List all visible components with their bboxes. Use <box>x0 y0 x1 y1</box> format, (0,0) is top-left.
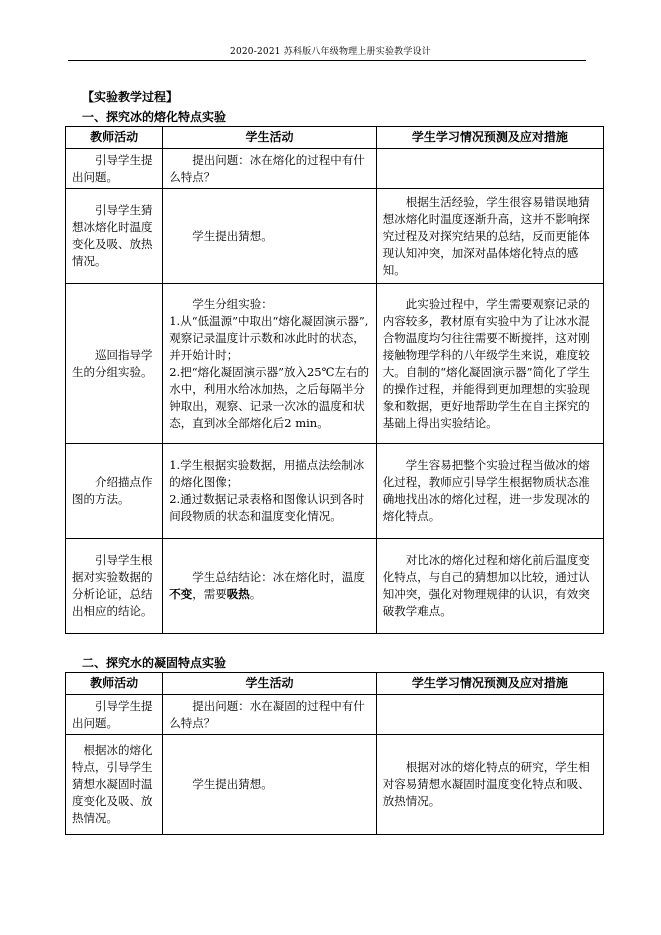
teacher-cell: 根据冰的熔化特点，引导学生猜想水凝固时温度变化及吸、放热情况。 <box>66 735 163 835</box>
col-teacher-activity: 教师活动 <box>66 127 163 149</box>
prediction-cell: 根据生活经验，学生很容易错误地猜想冰熔化时温度逐渐升高，这并不影响探究过程及对探究结果的总结，反而更能体现认知冲突，加深对晶体熔化特点的感知。 <box>376 189 603 284</box>
student-step-1: 1.从“低温源”中取出“熔化凝固演示器”,观察记录温度计示数和冰此时的状态，并开始计时； <box>169 313 369 362</box>
conclusion-text: ，需要 <box>192 587 227 601</box>
teacher-cell: 引导学生提出问题。 <box>66 695 163 735</box>
table-header-row <box>66 127 604 149</box>
section2-title: 二、探究水的凝固特点实验 <box>82 656 227 670</box>
student-cell: 提出问题：水在凝固的过程中有什么特点？ <box>163 695 377 735</box>
student-step-2: 2.把“熔化凝固演示器”放入25℃左右的水中，利用水给冰加热，之后每隔半分钟取出，观察、记录一次冰的温度和状态，直到冰全部熔化后2 min。 <box>169 364 369 430</box>
teacher-cell: 引导学生猜想冰熔化时温度变化及吸、放热情况。 <box>66 189 163 284</box>
col-teacher-activity: 教师活动 <box>66 673 163 695</box>
freezing-table <box>65 672 604 835</box>
col-prediction: 学生学习情况预测及应对措施 <box>376 673 603 695</box>
student-cell: 学生提出猜想。 <box>163 735 377 835</box>
prediction-cell <box>376 695 603 735</box>
student-cell <box>163 444 377 539</box>
teacher-cell: 巡回指导学生的分组实验。 <box>66 284 163 444</box>
table-row <box>66 735 604 835</box>
prediction-cell: 根据对冰的熔化特点的研究，学生相对容易猜想水凝固时温度变化特点和吸、放热情况。 <box>376 735 603 835</box>
table-header-row <box>66 673 604 695</box>
teacher-cell: 引导学生提出问题。 <box>66 149 163 189</box>
table-row <box>66 695 604 735</box>
student-step-1: 1.学生根据实验数据，用描点法绘制冰的熔化图像； <box>169 458 365 489</box>
conclusion-text: 。 <box>249 587 262 601</box>
col-prediction: 学生学习情况预测及应对措施 <box>376 127 603 149</box>
student-cell <box>163 539 377 634</box>
student-intro: 学生分组实验： <box>192 296 273 311</box>
header-rule <box>68 60 586 61</box>
prediction-cell <box>376 149 603 189</box>
melting-table <box>65 126 604 634</box>
conclusion-keyword: 不变 <box>169 587 193 601</box>
teacher-cell: 引导学生根据对实验数据的分析论证，总结出相应的结论。 <box>66 539 163 634</box>
col-student-activity: 学生活动 <box>163 127 377 149</box>
section-process-heading: 【实验教学过程】 <box>82 90 179 104</box>
col-student-activity: 学生活动 <box>163 673 377 695</box>
student-cell: 学生提出猜想。 <box>163 189 377 284</box>
student-step-2: 2.通过数据记录表格和图像认识到各时间段物质的状态和温度变化情况。 <box>169 492 365 523</box>
teacher-cell: 介绍描点作图的方法。 <box>66 444 163 539</box>
page-header: 2020-2021 苏科版八年级物理上册实验教学设计 <box>230 47 431 57</box>
section1-title: 一、探究冰的熔化特点实验 <box>82 110 227 124</box>
prediction-cell: 学生容易把整个实验过程当做冰的熔化过程，教师应引导学生根据物质状态准确地找出冰的熔化过程，进一步发现冰的熔化特点。 <box>376 444 603 539</box>
conclusion-text: 学生总结结论：冰在熔化时，温度 <box>192 570 365 584</box>
prediction-cell: 对比冰的熔化过程和熔化前后温度变化特点，与自己的猜想加以比较，通过认知冲突，强化对物理规律的认识，有效突破教学难点。 <box>376 539 603 634</box>
table-row <box>66 444 604 539</box>
student-cell: 提出问题：冰在熔化的过程中有什么特点？ <box>163 149 377 189</box>
table-row <box>66 284 604 444</box>
table-row <box>66 189 604 284</box>
table-row <box>66 539 604 634</box>
prediction-cell: 此实验过程中，学生需要观察记录的内容较多，教材原有实验中为了让冰水混合物温度均匀往往需要不断搅拌，这对刚接触物理学科的八年级学生来说，难度较大。自制的“熔化凝固演示器”简化了学生的操作过程，并能得到更加理想的实验现象和数据，更好地帮助学生在自主探究的基础上得出实验结论。 <box>376 284 603 444</box>
table-row <box>66 149 604 189</box>
student-cell <box>163 284 377 444</box>
conclusion-keyword: 吸热 <box>226 587 250 601</box>
